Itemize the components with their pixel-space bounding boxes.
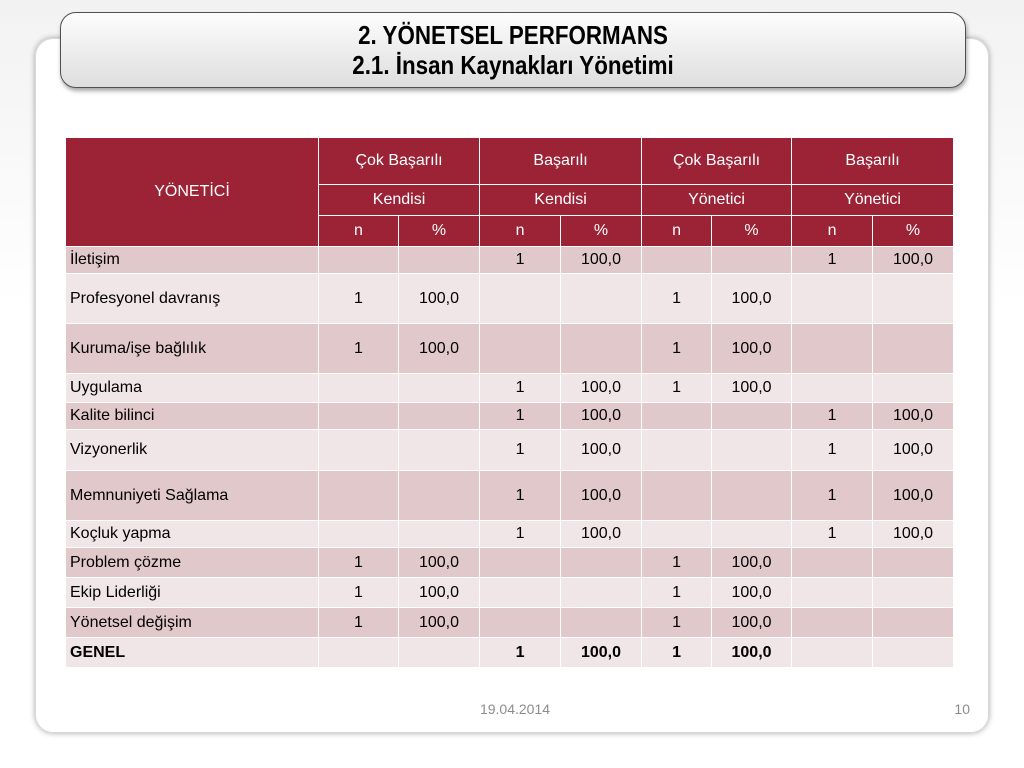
table-cell <box>480 324 561 374</box>
header-col-n: n <box>480 216 561 247</box>
header-col-percent: % <box>561 216 642 247</box>
table-cell <box>873 274 954 324</box>
table-cell: 1 <box>319 608 399 638</box>
slide-subtitle: 2.1. İnsan Kaynakları Yönetimi <box>352 50 674 80</box>
header-subgroup: Yönetici <box>642 185 792 216</box>
table-cell <box>712 403 792 430</box>
table-cell <box>561 274 642 324</box>
table-row <box>66 247 954 274</box>
table-cell: 1 <box>642 324 712 374</box>
table-cell <box>642 430 712 471</box>
table-cell <box>480 608 561 638</box>
table-cell: 100,0 <box>873 471 954 521</box>
table-row <box>66 471 954 521</box>
table-cell: 1 <box>319 324 399 374</box>
table-cell <box>319 403 399 430</box>
header-col-percent: % <box>873 216 954 247</box>
row-label: Kalite bilinci <box>66 403 319 430</box>
table-cell: 1 <box>480 638 561 668</box>
table-cell <box>319 521 399 548</box>
table-cell: 100,0 <box>561 374 642 403</box>
header-col-percent: % <box>399 216 480 247</box>
table-cell <box>712 521 792 548</box>
row-label: Kuruma/işe bağlılık <box>66 324 319 374</box>
table-cell: 100,0 <box>561 521 642 548</box>
table-row <box>66 521 954 548</box>
header-subgroup: Yönetici <box>792 185 954 216</box>
table-cell: 100,0 <box>873 247 954 274</box>
table-cell <box>873 578 954 608</box>
table-cell <box>873 608 954 638</box>
table-cell: 100,0 <box>561 247 642 274</box>
table-row <box>66 403 954 430</box>
table-cell: 1 <box>319 578 399 608</box>
table-cell <box>873 374 954 403</box>
table-cell <box>480 274 561 324</box>
table-cell: 1 <box>642 548 712 578</box>
table-cell <box>792 324 873 374</box>
table-cell <box>399 403 480 430</box>
row-label: Uygulama <box>66 374 319 403</box>
table-cell: 100,0 <box>873 521 954 548</box>
table-cell <box>561 324 642 374</box>
table-cell <box>319 638 399 668</box>
table-cell <box>399 521 480 548</box>
table-cell <box>319 247 399 274</box>
table-cell: 1 <box>319 548 399 578</box>
row-label: Memnuniyeti Sağlama <box>66 471 319 521</box>
footer-date: 19.04.2014 <box>479 701 551 717</box>
table-cell <box>399 430 480 471</box>
row-label: Vizyonerlik <box>66 430 319 471</box>
row-label: Ekip Liderliği <box>66 578 319 608</box>
table-cell <box>561 578 642 608</box>
table-cell: 1 <box>642 638 712 668</box>
header-subgroup: Kendisi <box>480 185 642 216</box>
table-cell: 1 <box>642 578 712 608</box>
table-cell: 100,0 <box>399 548 480 578</box>
performance-table <box>65 137 954 668</box>
table-cell: 1 <box>480 374 561 403</box>
table-cell <box>792 638 873 668</box>
table-cell: 100,0 <box>712 638 792 668</box>
table-cell <box>642 471 712 521</box>
table-cell: 1 <box>480 471 561 521</box>
header-col-n: n <box>642 216 712 247</box>
table-cell <box>399 638 480 668</box>
table-cell: 100,0 <box>561 430 642 471</box>
table-cell <box>712 430 792 471</box>
table-cell: 1 <box>792 430 873 471</box>
table-cell <box>792 374 873 403</box>
table-cell: 1 <box>642 608 712 638</box>
header-manager: YÖNETİCİ <box>66 138 319 247</box>
table-cell <box>561 608 642 638</box>
table-cell: 100,0 <box>712 374 792 403</box>
table-cell: 1 <box>792 471 873 521</box>
table-cell <box>792 608 873 638</box>
slide-title: 2. YÖNETSEL PERFORMANS <box>358 20 668 50</box>
table-cell: 100,0 <box>712 608 792 638</box>
table-cell: 1 <box>319 274 399 324</box>
table-cell: 100,0 <box>561 471 642 521</box>
table-row <box>66 374 954 403</box>
header-group: Başarılı <box>792 138 954 185</box>
table-cell <box>792 274 873 324</box>
table-cell <box>712 471 792 521</box>
table-row <box>66 578 954 608</box>
table-cell: 100,0 <box>712 274 792 324</box>
table-cell <box>792 578 873 608</box>
row-label: Profesyonel davranış <box>66 274 319 324</box>
row-label: GENEL <box>66 638 319 668</box>
header-col-percent: % <box>712 216 792 247</box>
table-cell: 1 <box>642 274 712 324</box>
table-cell: 1 <box>480 403 561 430</box>
title-box <box>60 12 966 88</box>
row-label: Koçluk yapma <box>66 521 319 548</box>
table-cell: 1 <box>642 374 712 403</box>
page-number: 10 <box>954 701 970 717</box>
row-label: Problem çözme <box>66 548 319 578</box>
table-row <box>66 274 954 324</box>
table-cell <box>480 578 561 608</box>
table-cell <box>399 374 480 403</box>
table-cell <box>873 638 954 668</box>
table-cell: 100,0 <box>712 324 792 374</box>
header-col-n: n <box>319 216 399 247</box>
table-cell <box>642 403 712 430</box>
table-cell: 1 <box>792 521 873 548</box>
table-cell: 100,0 <box>712 548 792 578</box>
table-cell <box>319 374 399 403</box>
header-subgroup: Kendisi <box>319 185 480 216</box>
header-col-n: n <box>792 216 873 247</box>
table-cell <box>792 548 873 578</box>
table-cell: 100,0 <box>399 608 480 638</box>
table-cell <box>642 521 712 548</box>
table-cell: 1 <box>792 247 873 274</box>
table-cell <box>561 548 642 578</box>
table-cell <box>399 471 480 521</box>
table-cell: 100,0 <box>873 430 954 471</box>
table-cell: 100,0 <box>399 274 480 324</box>
table-cell: 1 <box>480 247 561 274</box>
table-cell <box>480 548 561 578</box>
table-cell: 100,0 <box>561 638 642 668</box>
table-cell: 1 <box>480 521 561 548</box>
table-cell: 100,0 <box>399 324 480 374</box>
table-row <box>66 608 954 638</box>
table-cell <box>399 247 480 274</box>
table-row <box>66 324 954 374</box>
header-group: Çok Başarılı <box>642 138 792 185</box>
table-cell <box>873 324 954 374</box>
table-row <box>66 548 954 578</box>
row-label: İletişim <box>66 247 319 274</box>
table-cell <box>319 430 399 471</box>
table-cell: 100,0 <box>873 403 954 430</box>
row-label: Yönetsel değişim <box>66 608 319 638</box>
header-group: Başarılı <box>480 138 642 185</box>
table-cell <box>873 548 954 578</box>
table-cell <box>642 247 712 274</box>
table-cell: 100,0 <box>712 578 792 608</box>
table-row <box>66 430 954 471</box>
table-cell: 1 <box>792 403 873 430</box>
table-cell: 100,0 <box>561 403 642 430</box>
header-group: Çok Başarılı <box>319 138 480 185</box>
table-cell <box>319 471 399 521</box>
table-row <box>66 638 954 668</box>
table-cell: 1 <box>480 430 561 471</box>
table-cell <box>712 247 792 274</box>
table-cell: 100,0 <box>399 578 480 608</box>
